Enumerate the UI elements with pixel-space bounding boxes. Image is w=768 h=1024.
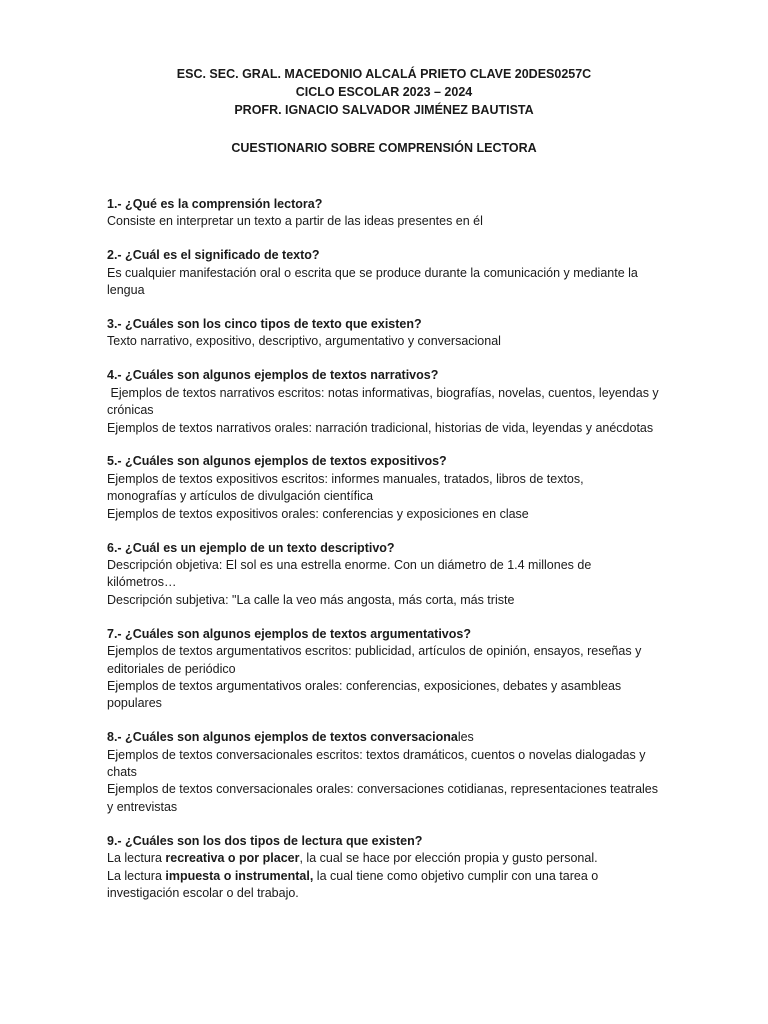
answer: Ejemplos de textos narrativos orales: narración tradicional, historias de vida, leyendas y anécdotas [107,420,654,435]
answer: Es cualquier manifestación oral o escrita que se produce durante la comunicación y mediante la lengua [107,265,638,298]
question-bold-part: 8.- ¿Cuáles son algunos ejemplos de textos conversaciona [107,730,458,745]
question: 1.- ¿Qué es la comprensión lectora? [107,197,323,211]
questionnaire [107,196,667,919]
question: 3.- ¿Cuáles son los cinco tipos de texto que existen? [107,317,422,332]
question: 2.- ¿Cuál es el significado de texto? [107,248,320,263]
answer-text: La lectura [107,868,166,883]
question-block-8 [107,729,667,816]
question: 6.- ¿Cuál es un ejemplo de un texto descriptivo? [107,540,395,555]
question [107,729,667,746]
answer [107,850,667,867]
answer: Ejemplos de textos expositivos orales: conferencias y exposiciones en clase [107,506,529,521]
answer-text: la cual tiene como objetivo cumplir con una tarea o investigación escolar o del trabajo. [107,868,599,900]
document-header [0,65,768,119]
school-name: ESC. SEC. GRAL. MACEDONIO ALCALÁ PRIETO CLAVE 20DES0257C [176,67,592,81]
question-block-1 [107,196,667,231]
question-normal-part: les [457,730,474,745]
question-block-5 [107,453,667,523]
answer [107,868,667,903]
answer: Ejemplos de textos argumentativos escritos: publicidad, artículos de opinión, ensayos, reseñas y editoriales de periódico [107,644,642,676]
answer-text: La lectura [107,851,166,866]
answer-emphasis: recreativa o por placer [165,851,300,866]
question-block-3 [107,316,667,351]
school-year: CICLO ESCOLAR 2023 – 2024 [295,85,473,99]
question-block-9 [107,833,667,903]
document-title: CUESTIONARIO SOBRE COMPRENSIÓN LECTORA [231,141,537,155]
question-block-6 [107,540,667,610]
answer: Texto narrativo, expositivo, descriptivo, argumentativo y conversacional [107,334,501,349]
question: 9.- ¿Cuáles son los dos tipos de lectura que existen? [107,833,423,848]
answer: Ejemplos de textos argumentativos orales: conferencias, exposiciones, debates y asambleas populares [107,678,622,711]
answer: Ejemplos de textos expositivos escritos: informes manuales, tratados, libros de textos, monografías y artículos de divulgación científica [107,471,584,504]
teacher-name: PROFR. IGNACIO SALVADOR JIMÉNEZ BAUTISTA [234,103,534,117]
answer: Descripción subjetiva: "La calle la veo más angosta, más corta, más triste [107,592,515,607]
answer-emphasis: impuesta o instrumental, [165,868,314,883]
question: 7.- ¿Cuáles son algunos ejemplos de textos argumentativos? [107,626,471,641]
question-block-2 [107,247,667,299]
answer-text: , la cual se hace por elección propia y gusto personal. [299,851,598,866]
answer: Ejemplos de textos conversacionales escritos: textos dramáticos, cuentos o novelas dialogadas y chats [107,747,646,780]
question-block-7 [107,626,667,713]
question: 5.- ¿Cuáles son algunos ejemplos de textos expositivos? [107,454,447,469]
answer: Ejemplos de textos narrativos escritos: notas informativas, biografías, novelas, cuentos, leyendas y crónicas [107,385,663,418]
answer: Descripción objetiva: El sol es una estrella enorme. Con un diámetro de 1.4 millones de kilómetros… [107,558,592,590]
answer: Ejemplos de textos conversacionales orales: conversaciones cotidianas, representaciones teatrales y entrevistas [107,782,658,814]
question: 4.- ¿Cuáles son algunos ejemplos de textos narrativos? [107,368,439,383]
question-block-4 [107,367,667,437]
answer: Consiste en interpretar un texto a partir de las ideas presentes en él [107,214,483,229]
